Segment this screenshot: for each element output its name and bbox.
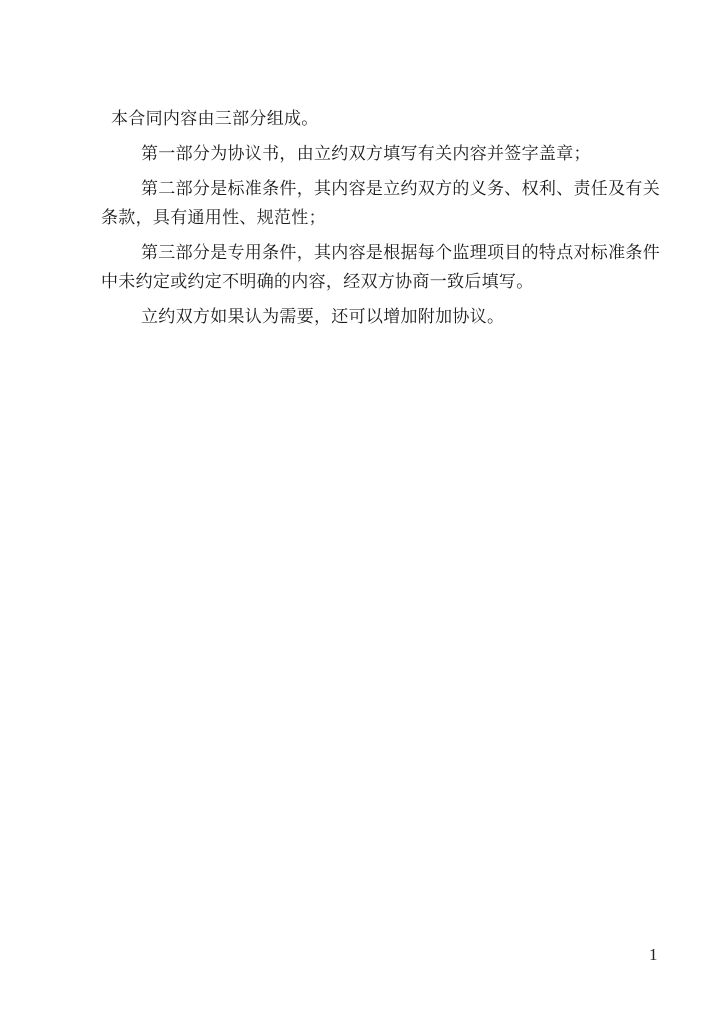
paragraph (101, 238, 662, 296)
paragraph (101, 104, 662, 133)
text-line: 条款，具有通用性、规范性； (101, 208, 326, 227)
text-line: 第二部分是标准条件，其内容是立约双方的义务、权利、责任及有关 (141, 179, 660, 198)
paragraph (101, 302, 662, 331)
document-body (101, 104, 662, 337)
text-line: 本合同内容由三部分组成。 (111, 109, 319, 128)
paragraph (101, 174, 662, 232)
page-number: 1 (649, 945, 658, 964)
text-line: 第一部分为协议书，由立约双方填写有关内容并签字盖章； (141, 144, 591, 163)
text-line: 立约双方如果认为需要，还可以增加附加协议。 (141, 307, 505, 326)
text-line: 第三部分是专用条件，其内容是根据每个监理项目的特点对标准条件 (141, 243, 660, 262)
text-line: 中未约定或约定不明确的内容，经双方协商一致后填写。 (101, 272, 534, 291)
paragraph (101, 139, 662, 168)
